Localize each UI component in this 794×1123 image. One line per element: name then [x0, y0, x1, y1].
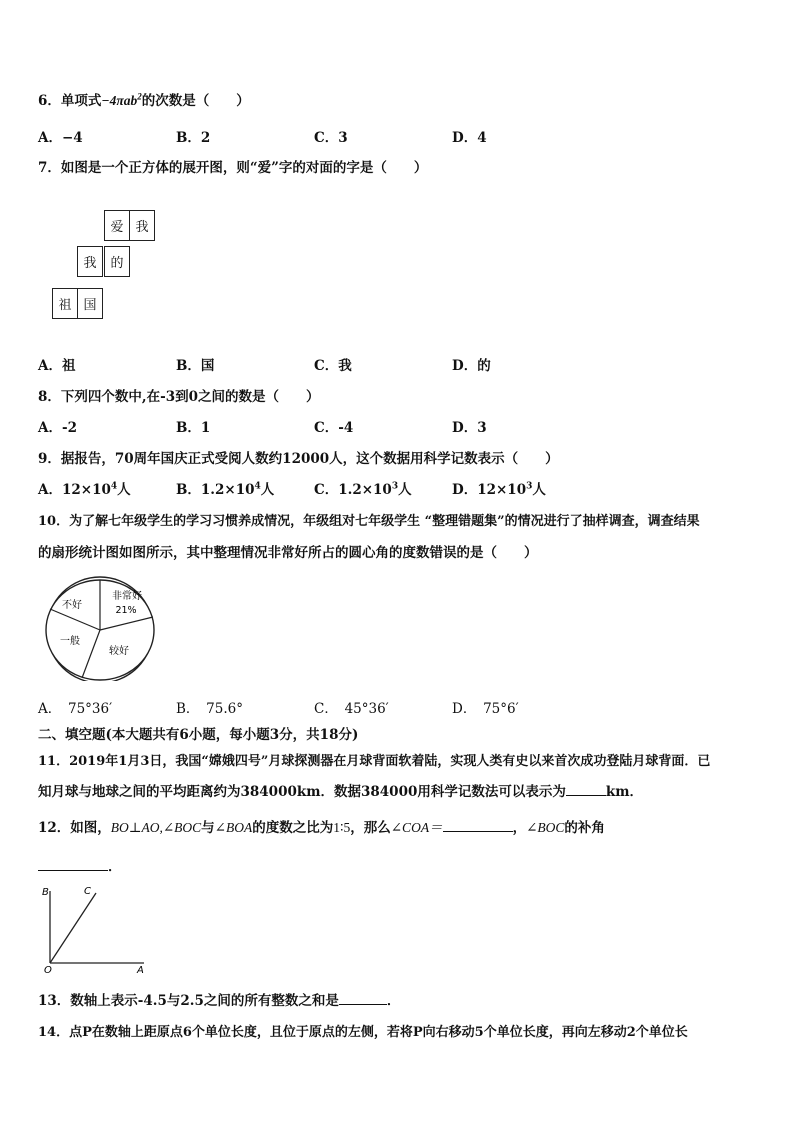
q11-stem-line2: [38, 780, 643, 800]
angle-figure: [34, 883, 154, 973]
q10-stem-line2: 的扇形统计图如图所示，其中整理情况非常好所占的圆心角的度数错误的是（ ）: [38, 545, 538, 561]
q9-option-c[interactable]: [314, 478, 412, 498]
net-cell-guo: 国: [77, 288, 103, 319]
net-cell-ai: 爱: [104, 210, 130, 241]
q6-stem: [38, 89, 250, 109]
q12-text-4: ，: [512, 820, 527, 836]
q6-option-a[interactable]: A．−4: [38, 130, 83, 146]
point-label-a: A: [137, 965, 144, 973]
q9-option-a-unit: 人: [117, 482, 131, 498]
q7-stem: 7．如图是一个正方体的展开图，则“爱”字的对面的字是（ ）: [38, 160, 428, 176]
q12-text-2: 的度数之比为: [252, 820, 334, 836]
q13-text-b: ．: [386, 993, 401, 1009]
q12-answer-blank-2[interactable]: [38, 858, 108, 871]
q7-option-c[interactable]: C．我: [314, 358, 352, 374]
q6-option-d[interactable]: D．4: [452, 130, 487, 146]
q14-stem: 14．点P在数轴上距原点6个单位长度，且位于原点的左侧，若将P向右移动5个单位长度，再向左移动2个单位长: [38, 1025, 688, 1040]
q6-expression: −4πab: [101, 93, 138, 108]
q12-answer-blank-1[interactable]: [443, 819, 513, 832]
q6-option-c[interactable]: C．3: [314, 130, 348, 146]
q6-exponent: 2: [137, 91, 142, 102]
q12-stem-line2: [38, 855, 122, 875]
q9-option-a-base: A．12×10: [38, 482, 111, 498]
q9-option-d-unit: 人: [532, 482, 546, 498]
net-cell-wo-mid: 我: [77, 246, 103, 277]
q8-option-c[interactable]: C．-4: [314, 420, 354, 436]
q10-option-c[interactable]: C． 45°36′: [314, 701, 389, 717]
q9-option-b[interactable]: [176, 478, 274, 498]
point-label-o: O: [44, 965, 52, 973]
q13-answer-blank[interactable]: [339, 992, 387, 1005]
pie-label-bad: 不好: [62, 600, 82, 611]
q9-option-c-base: C．1.2×10: [314, 482, 392, 498]
q12-text-1: 与: [201, 820, 215, 836]
q12-text-3: ，那么: [350, 820, 391, 836]
q7-option-b[interactable]: B．国: [176, 358, 215, 374]
q8-stem: 8．下列四个数中,在-3到0之间的数是（ ）: [38, 389, 320, 405]
ray-oc: [50, 893, 96, 963]
net-cell-zu: 祖: [52, 288, 78, 319]
q9-option-c-unit: 人: [398, 482, 412, 498]
q6-number: 6．: [38, 93, 61, 109]
q12-number: 12．如图，: [38, 820, 111, 836]
q12-stem: [38, 816, 605, 836]
net-cell-wo-top: 我: [129, 210, 155, 241]
q9-stem: 9．据报告，70周年国庆正式受阅人数约12000人，这个数据用科学记数表示（ ）: [38, 451, 559, 467]
q9-option-a[interactable]: [38, 478, 131, 498]
q9-option-c-exp: 3: [391, 481, 399, 492]
q13-text-a: 13．数轴上表示-4.5与2.5之间的所有整数之和是: [38, 993, 339, 1009]
q12-end: ．: [108, 859, 122, 875]
q12-text-5: 的补角: [564, 820, 605, 836]
pie-label-percent: 21%: [115, 605, 137, 616]
point-label-c: C: [84, 886, 91, 897]
q7-option-a[interactable]: A．祖: [38, 358, 76, 374]
q9-option-d[interactable]: [452, 478, 546, 498]
pie-label-normal: 一般: [60, 636, 80, 647]
q11-answer-blank[interactable]: [566, 783, 606, 796]
pie-label-good: 较好: [109, 646, 129, 657]
q9-option-b-exp: 4: [254, 481, 261, 492]
q9-option-a-exp: 4: [110, 481, 118, 492]
q12-expr-perp: BO⊥AO,∠BOC: [110, 820, 202, 835]
point-label-b: B: [42, 887, 49, 898]
q9-option-d-base: D．12×10: [452, 482, 527, 498]
q6-text-b: 的次数是（ ）: [141, 93, 250, 109]
q10-stem-line1: 10．为了解七年级学生的学习习惯养成情况，年级组对七年级学生 “整理错题集”的情况进行了抽样调查，调查结果: [38, 514, 700, 529]
q8-option-d[interactable]: D．3: [452, 420, 487, 436]
q12-expr-coa: ∠COA＝: [390, 820, 443, 835]
q9-option-b-unit: 人: [260, 482, 275, 498]
q10-option-a[interactable]: A． 75°36′: [38, 701, 113, 717]
q6-text-a: 单项式: [60, 93, 102, 109]
q9-option-b-base: B．1.2×10: [176, 482, 255, 498]
q8-option-b[interactable]: B．1: [176, 420, 211, 436]
net-cell-de: 的: [104, 246, 130, 277]
q7-option-d[interactable]: D．的: [452, 358, 491, 374]
q12-expr-boc: ∠BOC: [526, 820, 565, 835]
q11-stem-line1: 11．2019年1月3日，我国“嫦娥四号”月球探测器在月球背面软着陆，实现人类有史以来首次成功登陆月球背面．已: [38, 754, 711, 769]
q12-expr-boa: ∠BOA: [214, 820, 253, 835]
pie-label-great: 非常好: [112, 591, 142, 602]
q12-ratio: 1∶5: [333, 820, 351, 835]
q9-option-d-exp: 3: [526, 481, 533, 492]
q11-text-a: 知月球与地球之间的平均距离约为384000km．数据384000用科学记数法可以表示为: [38, 784, 566, 800]
pie-chart-figure: [40, 575, 160, 681]
q11-text-b: km．: [605, 784, 643, 800]
q10-option-d[interactable]: D． 75°6′: [452, 701, 519, 717]
section-title-fill-blank: 二、填空题(本大题共有6小题，每小题3分，共18分): [38, 727, 359, 743]
q10-option-b[interactable]: B． 75.6°: [176, 701, 243, 717]
q8-option-a[interactable]: A．-2: [38, 420, 77, 436]
q6-option-b[interactable]: B．2: [176, 130, 211, 146]
q13-stem: [38, 989, 400, 1009]
